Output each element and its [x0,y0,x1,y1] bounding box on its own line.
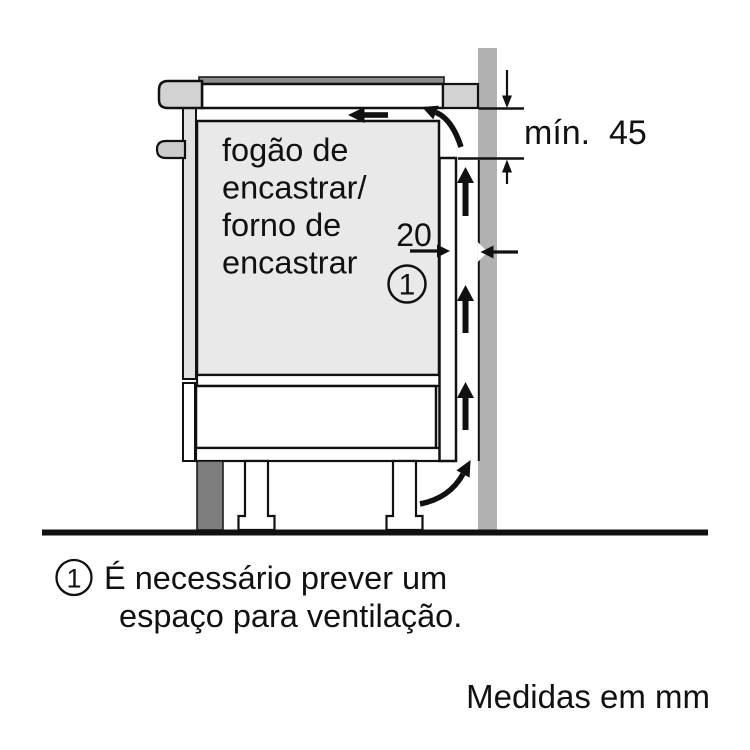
legend-note [57,560,463,634]
airflow-arrow-shaft [463,299,469,333]
vent-channel-panel [440,158,457,461]
appliance-label-line: encastrar [222,244,358,281]
legend-note-line: espaço para ventilação. [119,598,463,634]
appliance-label-line: encastrar/ [222,169,367,206]
legend-note-line: É necessário prever um [104,560,448,596]
dimension-label-min45: mín. 45 [524,114,647,152]
arrow-up-icon [502,160,512,173]
dimension-label-20: 20 [396,217,432,253]
drawer-front [196,386,436,448]
side-fixing-pin [157,141,185,158]
plinth-side-dark [197,461,223,530]
hob-right-cap [443,84,478,108]
airflow-curve-path [420,474,463,504]
arrow-down-icon [502,96,512,109]
hob-body [202,84,443,108]
floor-line [42,530,708,536]
callout-number: 1 [398,268,416,302]
airflow-curve-bottom [420,460,471,504]
airflow-arrow-shaft [463,181,469,216]
airflow-arrow-shaft [463,396,469,430]
airflow-arrow-icon [457,285,474,301]
appliance-label-line: fogão de [222,132,349,168]
legend-callout-number: 1 [66,563,82,594]
cabinet-left-panel-lower [183,383,195,461]
wall [478,48,497,533]
oven-bottom-rail [197,375,441,386]
units-label: Medidas em mm [466,678,710,715]
airflow-up-arrows [457,167,474,430]
cabinet-bottom-panel [196,448,441,461]
airflow-arrow-icon [457,167,474,183]
airflow-arrow-icon [457,382,474,398]
appliance-foot-right [387,461,423,530]
hob-left-cap [159,81,202,108]
appliance-label-line: forno de [222,207,342,243]
appliance-foot-left [239,461,275,530]
airflow-arrow-shaft [362,112,388,118]
